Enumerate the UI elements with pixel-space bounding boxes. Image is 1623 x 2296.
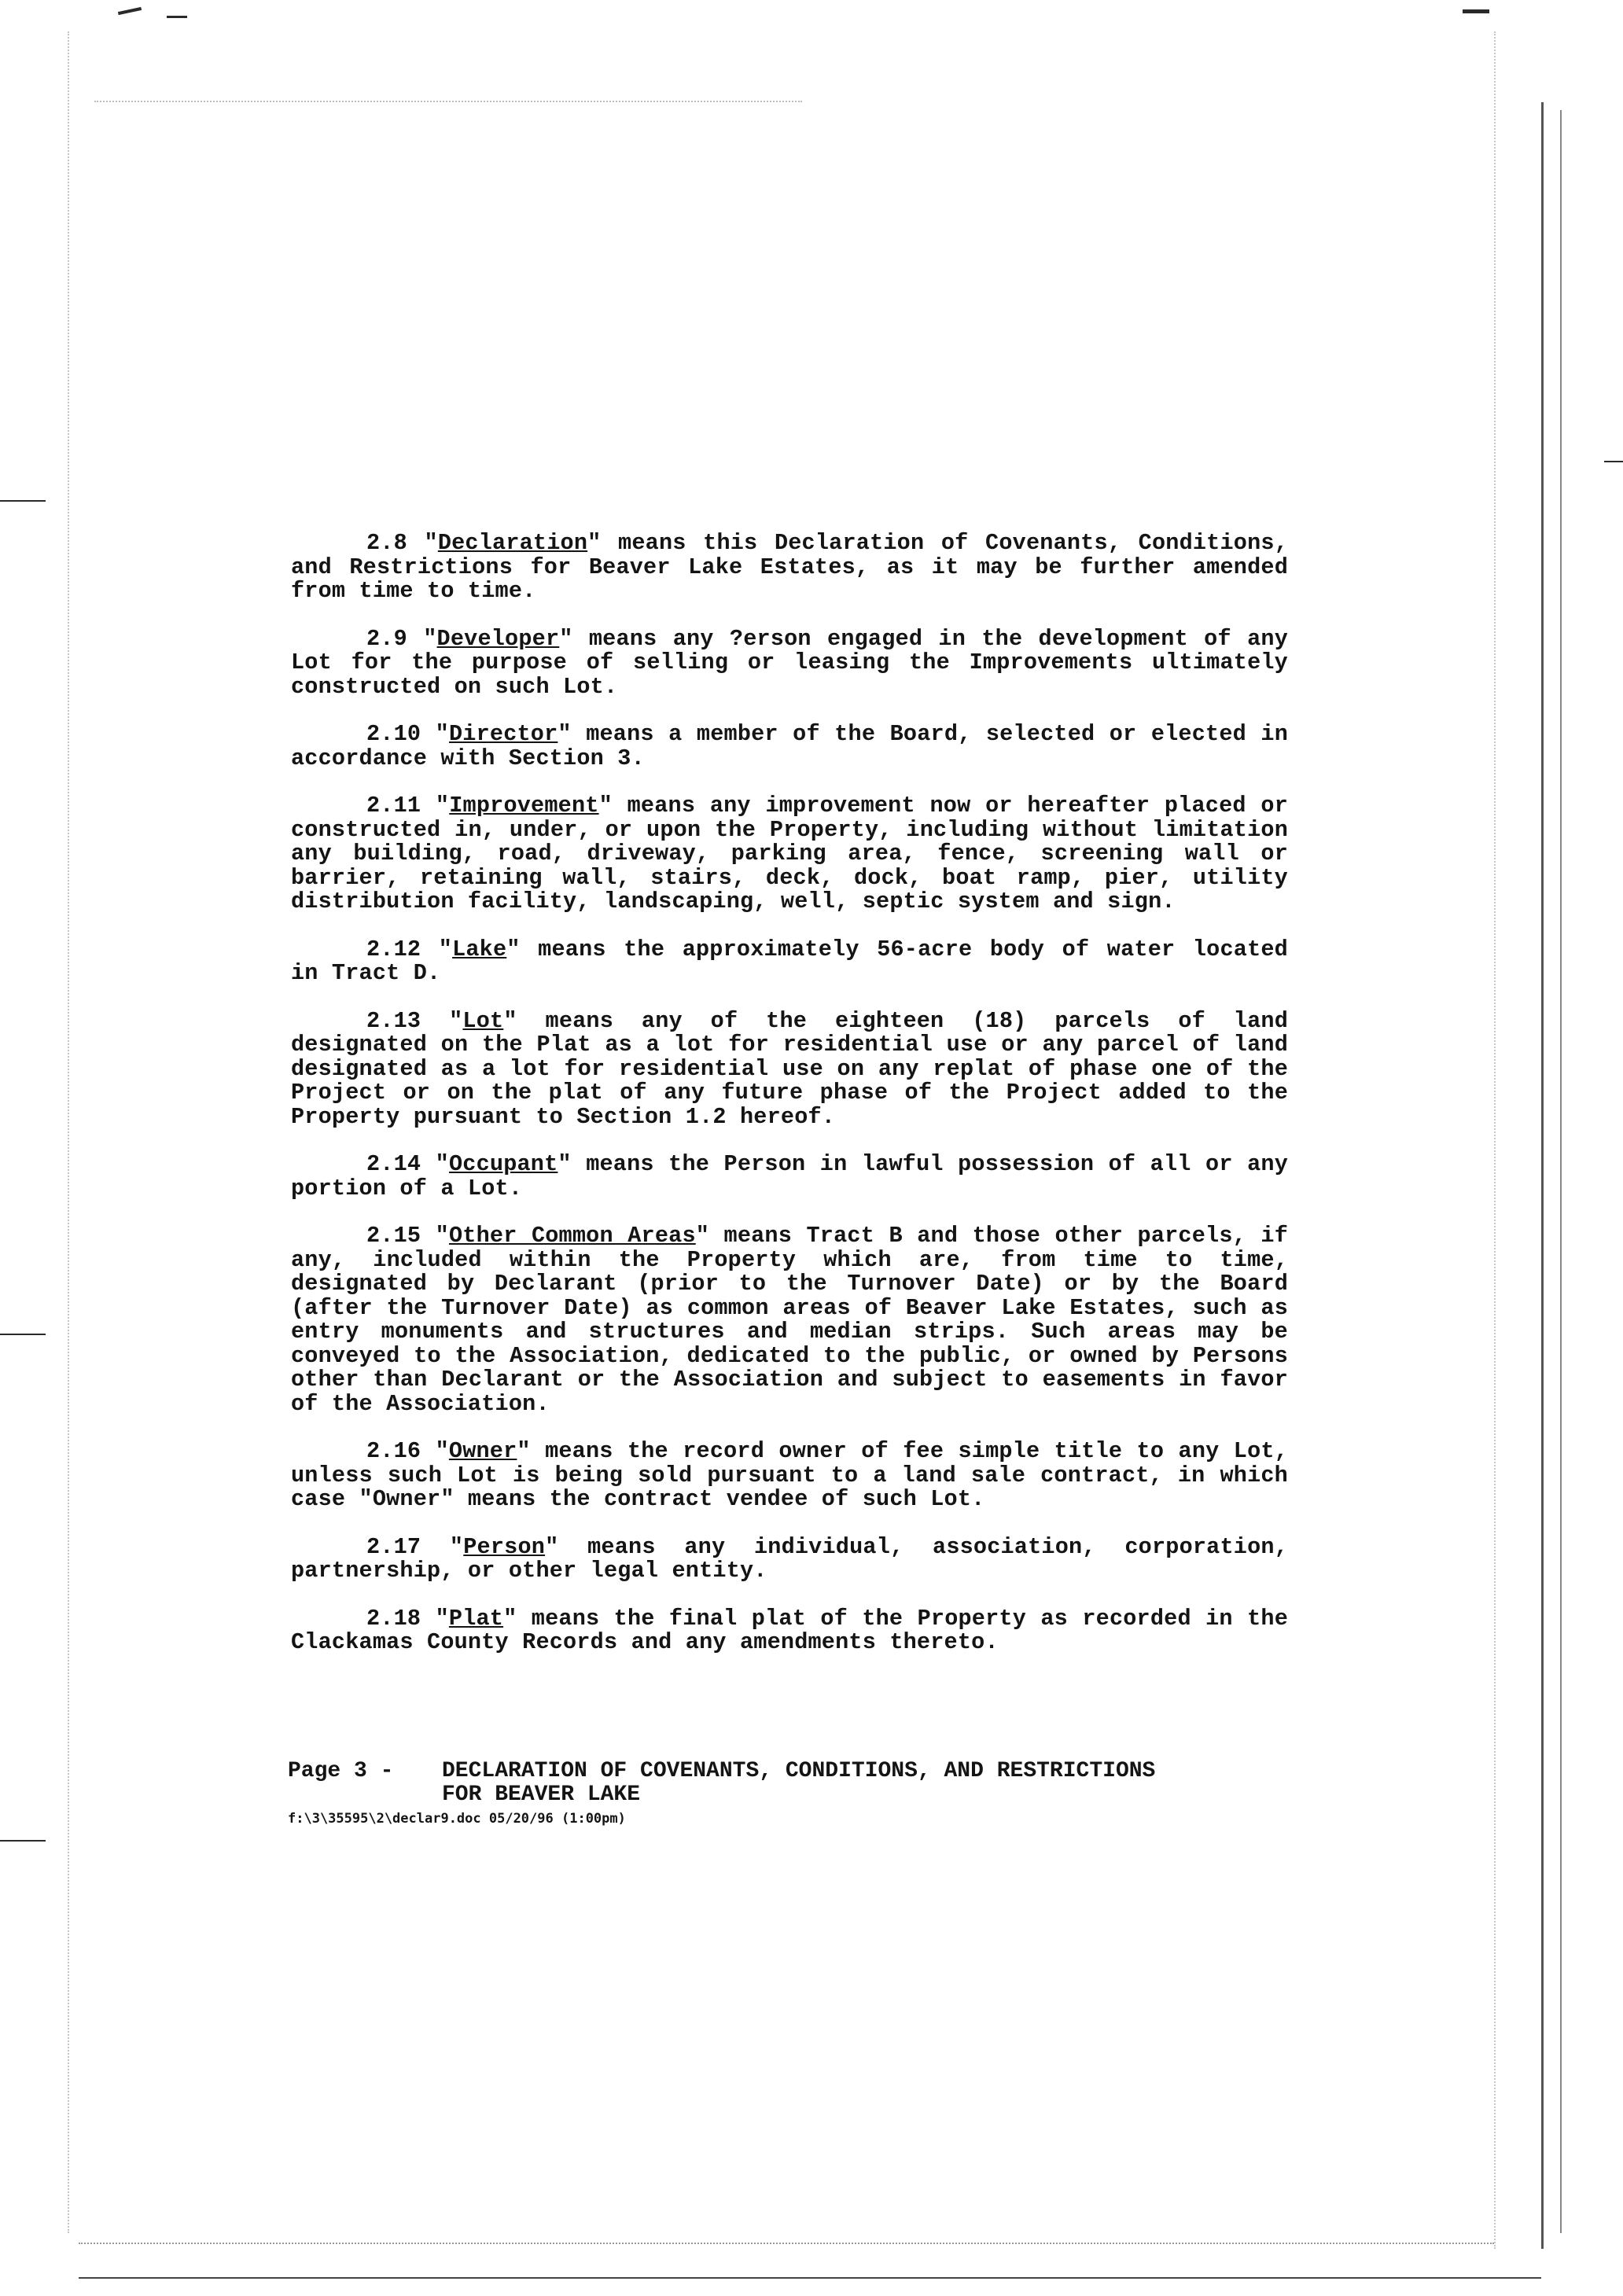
scan-mark (167, 16, 187, 18)
scan-mark (79, 2277, 1541, 2279)
scan-mark (0, 1334, 46, 1335)
definition-2-16: 2.16 "Owner" means the record owner of fee simple title to any Lot, unless such Lot is being sold pursuant to a land sale contract, in which case "Owner" means the contract vendee of such Lot. (291, 1438, 1289, 1512)
section-number: 2.9 (366, 625, 407, 652)
definition-2-18: 2.18 "Plat" means the final plat of the Property as recorded in the Clackamas County Records and any amendments thereto. (291, 1605, 1288, 1655)
scan-mark (1541, 102, 1544, 2249)
scan-mark (68, 31, 69, 2233)
defined-term: Owner (448, 1438, 517, 1464)
definition-text: means any ?erson engaged in the development of any Lot for the purpose of selling or leasing the Improvements ultimately constructed on such Lot. (291, 625, 1288, 700)
section-number: 2.17 (366, 1533, 421, 1560)
definition-text: means the approximately 56-acre body of water located in Tract D. (291, 936, 1288, 986)
scan-mark (94, 101, 802, 102)
defined-term: Improvement (449, 793, 599, 819)
section-number: 2.16 (366, 1438, 421, 1464)
scan-mark (1463, 9, 1489, 13)
definition-text: means Tract B and those other parcels, if any, included within the Property which are, from time to time, designated by Declarant (prior to the Turnover Date) or by the Board (after the Turnover Date) as common areas of Beaver Lake Estates, such as entry monuments and structures and median strips. Such areas may be conveyed to the Association, dedicated to the public, or owned by Persons other than Declarant or the Association and subject to easements in favor of the Association. (291, 1223, 1289, 1417)
page-footer (288, 1760, 1294, 1827)
section-number: 2.12 (366, 936, 421, 962)
scan-mark (1494, 31, 1496, 2249)
section-number: 2.14 (366, 1151, 421, 1177)
defined-term: Occupant (448, 1151, 558, 1177)
definition-text: means the final plat of the Property as recorded in the Clackamas County Records and any amendments thereto. (291, 1605, 1288, 1655)
section-number: 2.13 (366, 1007, 421, 1034)
defined-term: Person (463, 1533, 546, 1560)
definition-text: means the Person in lawful possession of all or any portion of a Lot. (291, 1151, 1288, 1201)
defined-term: Declaration (437, 530, 588, 556)
definition-2-17: 2.17 "Person" means any individual, association, corporation, partnership, or other legal entity. (291, 1533, 1288, 1584)
definition-text: means any of the eighteen (18) parcels of land designated on the Plat as a lot for residential use or any parcel of land designated as a lot for residential use on any replat of phase one of the Project or on the plat of any future phase of the Project added to the Property pursuant to Section 1.2 hereof. (291, 1007, 1289, 1130)
definition-text: means this Declaration of Covenants, Conditions, and Restrictions for Beaver Lake Estates, as it may be further amended from time to time. (291, 530, 1288, 604)
definition-2-14: 2.14 "Occupant" means the Person in lawful possession of all or any portion of a Lot. (291, 1151, 1288, 1201)
scan-mark (0, 1840, 46, 1842)
scan-mark (0, 500, 46, 502)
file-reference: f:\3\35595\2\declar9.doc 05/20/96 (1:00pm) (288, 1811, 626, 1827)
definition-2-9: 2.9 "Developer" means any ?erson engaged in the development of any Lot for the purpose of selling or leasing the Improvements ultimately constructed on such Lot. (291, 625, 1288, 700)
definition-text: means any individual, association, corporation, partnership, or other legal entity. (291, 1533, 1288, 1584)
defined-term: Lot (462, 1007, 504, 1034)
scan-mark (118, 7, 142, 15)
definition-2-8: 2.8 "Declaration" means this Declaration of Covenants, Conditions, and Restrictions for Beaver Lake Estates, as it may be further amended from time to time. (291, 530, 1288, 604)
defined-term: Developer (436, 625, 560, 652)
definition-2-10: 2.10 "Director" means a member of the Board, selected or elected in accordance with Section 3. (291, 721, 1288, 771)
definition-text: means any improvement now or hereafter placed or constructed in, under, or upon the Property, including without limitation any building, road, driveway, parking area, fence, screening wall or barrier, retaining wall, stairs, deck, dock, boat ramp, pier, utility distribution facility, landscaping, well, septic system and sign. (291, 793, 1288, 914)
defined-term: Lake (452, 936, 507, 962)
definition-2-15: 2.15 "Other Common Areas" means Tract B and those other parcels, if any, included within the Property which are, from time to time, designated by Declarant (prior to the Turnover Date) or by the Board (after the Turnover Date) as common areas of Beaver Lake Estates, such as entry monuments and structures and median strips. Such areas may be conveyed to the Association, dedicated to the public, or owned by Persons other than Declarant or the Association and subject to easements in favor of the Association. (291, 1223, 1289, 1417)
scan-mark (1604, 461, 1623, 462)
definition-text: means the record owner of fee simple title to any Lot, unless such Lot is being sold pursuant to a land sale contract, in which case "Owner" means the contract vendee of such Lot. (291, 1438, 1289, 1512)
scan-mark (79, 2243, 1494, 2244)
definition-2-12: 2.12 "Lake" means the approximately 56-acre body of water located in Tract D. (291, 936, 1288, 986)
section-number: 2.10 (366, 721, 421, 747)
defined-term: Plat (448, 1605, 504, 1632)
definition-2-13: 2.13 "Lot" means any of the eighteen (18) parcels of land designated on the Plat as a lot for residential use or any parcel of land designated as a lot for residential use on any replat of phase one of the Project or on the plat of any future phase of the Project added to the Property pursuant to Section 1.2 hereof. (291, 1007, 1289, 1130)
document-title-line-2: FOR BEAVER LAKE (442, 1783, 641, 1807)
section-number: 2.8 (366, 530, 407, 556)
definition-text: means a member of the Board, selected or elected in accordance with Section 3. (291, 721, 1288, 771)
defined-term: Director (448, 721, 558, 747)
document-title (442, 1760, 1294, 1807)
footer-heading (288, 1760, 1294, 1807)
page-number-label: Page 3 - (288, 1759, 394, 1783)
defined-term: Other Common Areas (448, 1223, 696, 1249)
document-title-line-1: DECLARATION OF COVENANTS, CONDITIONS, AND RESTRICTIONS (442, 1759, 1156, 1783)
definition-2-11: 2.11 "Improvement" means any improvement now or hereafter placed or constructed in, under, or upon the Property, including without limitation any building, road, driveway, parking area, fence, screening wall or barrier, retaining wall, stairs, deck, dock, boat ramp, pier, utility distribution facility, landscaping, well, septic system and sign. (291, 793, 1288, 914)
section-number: 2.11 (366, 793, 421, 819)
section-number: 2.18 (366, 1605, 421, 1632)
section-number: 2.15 (366, 1223, 421, 1249)
definitions-list (291, 532, 1288, 1679)
scan-mark (1560, 110, 1562, 2233)
